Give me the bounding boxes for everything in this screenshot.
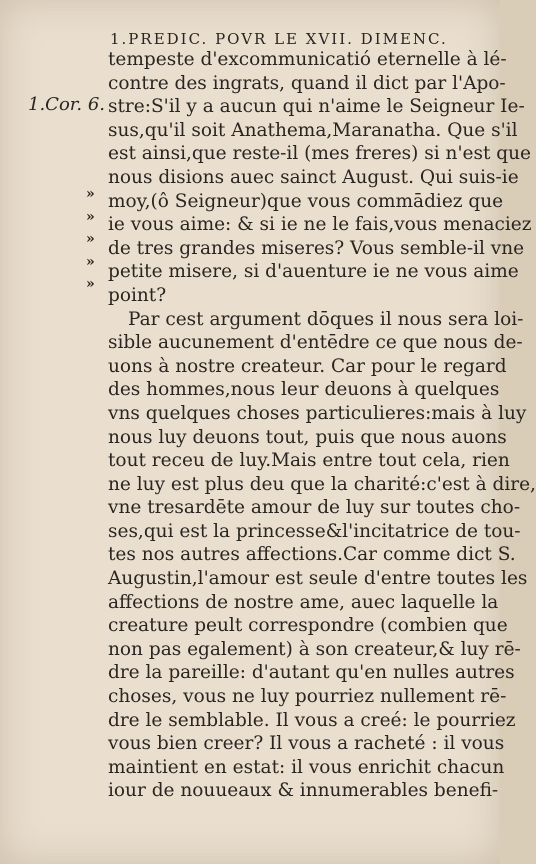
text-line: tes nos autres affections.Car comme dict S. [108,544,516,566]
text-line: sible aucunement d'entēdre ce que nous de- [108,332,523,354]
text-line: non pas egalement) à son createur,& luy rē- [108,638,521,660]
text-line: creature peult correspondre (combien que [108,615,508,637]
quote-marker: » [86,276,95,292]
text-line: contre des ingrats, quand il dict par l'Apo- [108,72,506,94]
text-line: petite misere, si d'auenture ie ne vous aime [108,261,519,283]
text-line: ses,qui est la princesse&l'incitatrice de tou- [108,520,521,542]
text-line: tempeste d'excommunicatió eternelle à lé- [108,49,507,70]
quote-marker: » [86,186,95,202]
text-line: maintient en estat: il vous enrichit chacun [108,756,505,778]
text-line: de tres grandes miseres? Vous semble-il vne [108,237,525,259]
margin-reference: 1.Cor. 6. [28,94,106,115]
text-line: uons à nostre createur. Car pour le regard [108,355,507,377]
text-line: est ainsi,que reste-il (mes freres) si n'est que [108,143,531,165]
text-line: dre le semblable. Il vous a creé: le pourriez [108,709,516,731]
quote-marker: » [86,253,95,270]
text-line: dre la pareille: d'autant qu'en nulles autres [108,662,515,684]
quote-marker: » [86,231,95,247]
text-line: Par cest argument dōques il nous sera loi- [128,308,524,330]
running-head: 1.PREDIC. POVR LE XVII. DIMENC. [110,30,448,48]
quote-markers [86,183,106,296]
text-line: sus,qu'il soit Anathema,Maranatha. Que s'il [108,119,518,141]
text-line: iour de nouueaux & innumerables benefi- [108,780,499,802]
text-line: vne tresardēte amour de luy sur toutes cho- [108,497,521,519]
text-line: des hommes,nous leur deuons à quelques [108,379,500,401]
text-line: vns quelques choses particulieres:mais à luy [108,402,527,424]
body-text [108,48,536,803]
quote-marker: » [86,208,95,225]
text-line: vous bien creer? Il vous a racheté : il vous [108,733,505,755]
text-line: nous disions auec sainct August. Qui suis-ie [108,166,519,188]
text-line: tout receu de luy.Mais entre tout cela, rien [108,450,510,472]
text-line: ne luy est plus deu que la charité:c'est à dire, [108,473,536,495]
text-line: nous luy deuons tout, puis que nous auons [108,426,507,448]
text-line: ie vous aime: & si ie ne le fais,vous menaciez [108,214,532,236]
text-line: moy,(ô Seigneur)que vous commādiez que [108,190,504,212]
text-line: affections de nostre ame, auec laquelle la [108,591,499,613]
text-line: point? [108,284,167,306]
text-line: Augustin,l'amour est seule d'entre toutes les [108,568,528,590]
text-line: choses, vous ne luy pourriez nullement rē- [108,686,507,708]
text-line: stre:S'il y a aucun qui n'aime le Seigneur Ie- [108,96,525,118]
